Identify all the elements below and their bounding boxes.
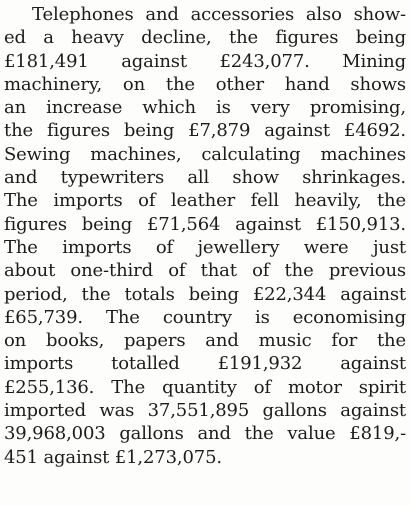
text-line: and typewriters all show shrinkages. <box>4 167 406 189</box>
text-line: imported was 37,551,895 gallons against <box>4 400 406 422</box>
text-line: 451 against £1,273,075. <box>4 446 222 468</box>
text-line: Telephones and accessories also show- <box>32 4 406 25</box>
article-paragraph <box>4 3 406 469</box>
text-line: ed a heavy decline, the figures being <box>4 27 406 49</box>
text-line: an increase which is very promising, <box>4 97 406 119</box>
text-line: period, the totals being £22,344 against <box>4 283 406 305</box>
text-line: machinery, on the other hand shows <box>4 73 406 95</box>
text-line: about one-third of that of the previous <box>4 260 406 282</box>
text-line: imports totalled £191,932 against <box>4 353 406 375</box>
text-line: The imports of jewellery were just <box>4 236 406 258</box>
text-line: Sewing machines, calculating machines <box>4 143 406 165</box>
text-line: £65,739. The country is economising <box>4 306 406 328</box>
text-line: £255,136. The quantity of motor spirit <box>4 376 406 398</box>
text-line: £181,491 against £243,077. Mining <box>4 50 406 72</box>
text-line: The imports of leather fell heavily, the <box>4 190 406 212</box>
text-line: figures being £71,564 against £150,913. <box>4 213 406 235</box>
text-line: on books, papers and music for the <box>4 330 406 352</box>
text-line: 39,968,003 gallons and the value £819,- <box>4 423 406 445</box>
text-line: the figures being £7,879 against £4692. <box>4 120 406 142</box>
